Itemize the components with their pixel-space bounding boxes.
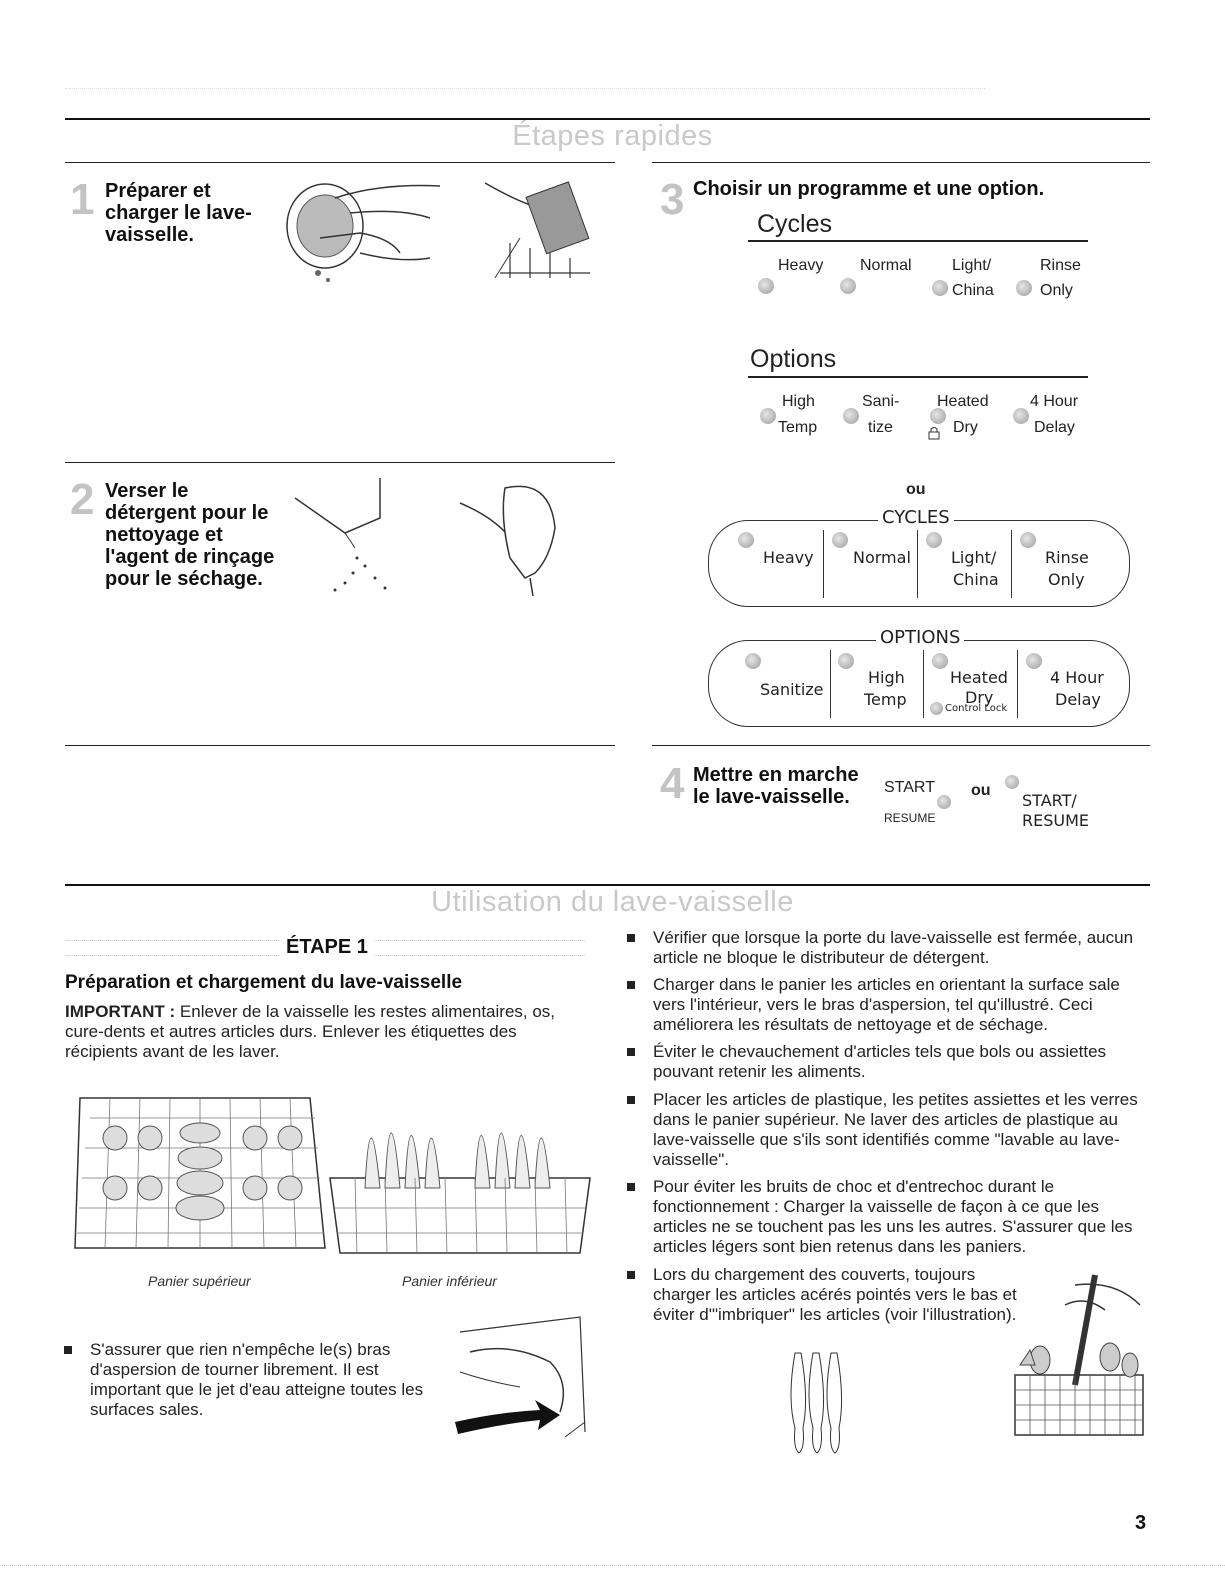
alt-cycle-light-china-label-2: China <box>953 570 999 589</box>
option-high-temp-indicator <box>760 408 776 424</box>
alt-cycles-panel-title: CYCLES <box>878 507 954 528</box>
alt-option-4-hour-delay-indicator <box>1026 653 1042 669</box>
start-a-top-label: START <box>884 779 935 796</box>
cycle-rinse-only-label-2: Only <box>1040 282 1073 299</box>
option-sanitize-label-1: Sani- <box>862 393 900 410</box>
cycle-heavy-indicator <box>758 278 774 294</box>
alt-cycle-rinse-only-indicator <box>1020 532 1036 548</box>
caption-upper-rack: Panier supérieur <box>148 1273 251 1289</box>
bullet-5: Pour éviter les bruits de choc et d'entrechoc durant le fonctionnement : Charger la vaisselle de façon à ce que les articles ne se touchent pas les uns les autres. S'assurer que les articles légers sont bien retenus dans les paniers. <box>653 1177 1153 1257</box>
cycle-light-china-label-2: China <box>952 282 994 299</box>
alt-cycle-normal-indicator <box>832 532 848 548</box>
usage-heading: Préparation et chargement du lave-vaisselle <box>65 972 463 993</box>
section-title-quick-steps: Étapes rapides <box>512 120 713 152</box>
cycles-panel-line <box>748 240 1088 242</box>
alt-options-divider-3 <box>1017 650 1018 718</box>
alt-options-divider-2 <box>923 650 924 718</box>
cycle-normal-indicator <box>840 278 856 294</box>
alt-cycle-heavy-label: Heavy <box>763 548 814 567</box>
spray-arm-illustration <box>450 1312 590 1444</box>
alt-cycle-rinse-only-label-1: Rinse <box>1045 548 1089 567</box>
lock-icon <box>928 426 940 440</box>
page-number: 3 <box>1135 1512 1147 1534</box>
important-paragraph <box>65 1002 585 1062</box>
bullet-3: Éviter le chevauchement d'articles tels que bols ou assiettes pouvant retenir les aliments. <box>653 1042 1153 1082</box>
step4-number: 4 <box>660 759 685 808</box>
start-b-indicator <box>1005 775 1019 789</box>
start-b-top-label: START/ <box>1022 791 1077 810</box>
cycle-light-china-label-1: Light/ <box>952 257 992 274</box>
start-b-bottom-label: RESUME <box>1022 811 1090 830</box>
option-4-hour-delay-indicator <box>1013 408 1029 424</box>
step1-number: 1 <box>70 175 95 224</box>
important-text: Enlever de la vaisselle les restes alimentaires, os, cure-dents et autres articles durs. Enlever les étiquettes des récipients avant de les laver. <box>65 1002 556 1061</box>
step3-number: 3 <box>660 175 685 224</box>
alt-cycles-divider-1 <box>823 530 824 598</box>
alt-cycle-light-china-indicator <box>926 532 942 548</box>
loading-glass-illustration <box>480 178 595 288</box>
upper-rack-illustration <box>70 1078 330 1263</box>
alt-option-heated-dry-label-1: Heated <box>950 668 1008 687</box>
or-label: ou <box>906 481 926 498</box>
header-band <box>65 70 985 89</box>
divider-left-2 <box>65 462 615 463</box>
alt-cycle-normal-label: Normal <box>853 548 911 567</box>
alt-options-divider-1 <box>830 650 831 718</box>
step-label: ÉTAPE 1 <box>280 936 374 959</box>
step4-text: Mettre en marche le lave-vaisselle. <box>693 764 859 808</box>
start-or-label: ou <box>971 782 991 799</box>
alt-option-high-temp-label-2: Temp <box>864 690 907 709</box>
alt-option-sanitize-indicator <box>745 653 761 669</box>
options-panel-line <box>748 376 1088 378</box>
cycle-normal-label: Normal <box>860 257 912 274</box>
divider-right-1 <box>652 162 1150 163</box>
alt-control-lock-indicator <box>930 702 943 715</box>
alt-option-4-hour-delay-label-2: Delay <box>1055 690 1101 709</box>
alt-option-sanitize-label: Sanitize <box>760 680 824 699</box>
option-high-temp-label-1: High <box>782 393 815 410</box>
alt-option-heated-dry-label-2: Dry <box>965 688 994 707</box>
alt-control-lock-label: Control Lock <box>945 703 1008 714</box>
step1-text: Préparer et charger le lave-vaisselle. <box>105 180 252 246</box>
alt-options-panel-title: OPTIONS <box>876 627 964 648</box>
divider-right-3 <box>652 745 1150 746</box>
plate-scraping-illustration <box>280 178 450 288</box>
cycles-panel-title: Cycles <box>757 210 833 238</box>
detergent-pouring-illustration <box>285 478 415 598</box>
option-4-hour-delay-label-1: 4 Hour <box>1030 393 1079 410</box>
start-a-bottom-label: RESUME <box>884 811 936 825</box>
section-title-usage: Utilisation du lave-vaisselle <box>431 886 794 918</box>
option-heated-dry-label-2: Dry <box>953 419 978 436</box>
rinse-agent-pouring-illustration <box>455 478 565 598</box>
cycle-rinse-only-label-1: Rinse <box>1040 257 1081 274</box>
options-panel-title: Options <box>750 345 837 373</box>
option-sanitize-label-2: tize <box>868 419 893 436</box>
lower-rack-illustration <box>325 1078 595 1263</box>
bullet-spray-arm: S'assurer que rien n'empêche le(s) bras d'aspersion de tourner librement. Il est important que le jet d'eau atteigne toutes les surfaces sales. <box>90 1340 435 1420</box>
alt-option-high-temp-label-1: High <box>868 668 905 687</box>
knives-illustration <box>785 1348 845 1458</box>
alt-cycle-light-china-label-1: Light/ <box>951 548 997 567</box>
bullet-2: Charger dans le panier les articles en orientant la surface sale vers l'intérieur, vers le bras d'aspersion, tel qu'illustré. Ceci améliorera les résultats de nettoyage et de séchage. <box>653 975 1153 1035</box>
alt-cycles-divider-3 <box>1011 530 1012 598</box>
step2-text: Verser le détergent pour le nettoyage et l'agent de rinçage pour le séchage. <box>105 480 275 590</box>
alt-option-heated-dry-indicator <box>932 653 948 669</box>
divider-left-1 <box>65 162 615 163</box>
cycle-rinse-only-indicator <box>1016 280 1032 296</box>
start-a-indicator <box>937 795 951 809</box>
alt-cycle-rinse-only-label-2: Only <box>1048 570 1085 589</box>
bullet-6: Lors du chargement des couverts, toujours charger les articles acérés pointés vers le bas et éviter d'"imbriquer" les articles (voir l'illustration). <box>653 1265 1017 1324</box>
cycle-light-china-indicator <box>932 280 948 296</box>
step3-text: Choisir un programme et une option. <box>693 178 1045 200</box>
step2-number: 2 <box>70 475 95 524</box>
option-sanitize-indicator <box>843 408 859 424</box>
caption-lower-rack: Panier inférieur <box>402 1273 497 1289</box>
alt-cycles-divider-2 <box>917 530 918 598</box>
silverware-basket-illustration <box>1015 1265 1145 1440</box>
important-label: IMPORTANT : <box>65 1002 176 1021</box>
alt-option-high-temp-indicator <box>838 653 854 669</box>
alt-cycle-heavy-indicator <box>738 532 754 548</box>
bullet-1: Vérifier que lorsque la porte du lave-vaisselle est fermée, aucun article ne bloque le distributeur de détergent. <box>653 928 1153 968</box>
alt-option-4-hour-delay-label-1: 4 Hour <box>1050 668 1104 687</box>
option-high-temp-label-2: Temp <box>778 419 818 436</box>
cycle-heavy-label: Heavy <box>778 257 824 274</box>
option-heated-dry-label-1: Heated <box>937 393 989 410</box>
footer-band <box>0 1565 1225 1566</box>
option-4-hour-delay-label-2: Delay <box>1034 419 1075 436</box>
divider-left-3 <box>65 745 615 746</box>
bullet-4: Placer les articles de plastique, les petites assiettes et les verres dans le panier supérieur. Ne laver des articles de plastique au lave-vaisselle que s'ils sont identifiés comme "lavable au lave-vaisselle". <box>653 1090 1153 1170</box>
